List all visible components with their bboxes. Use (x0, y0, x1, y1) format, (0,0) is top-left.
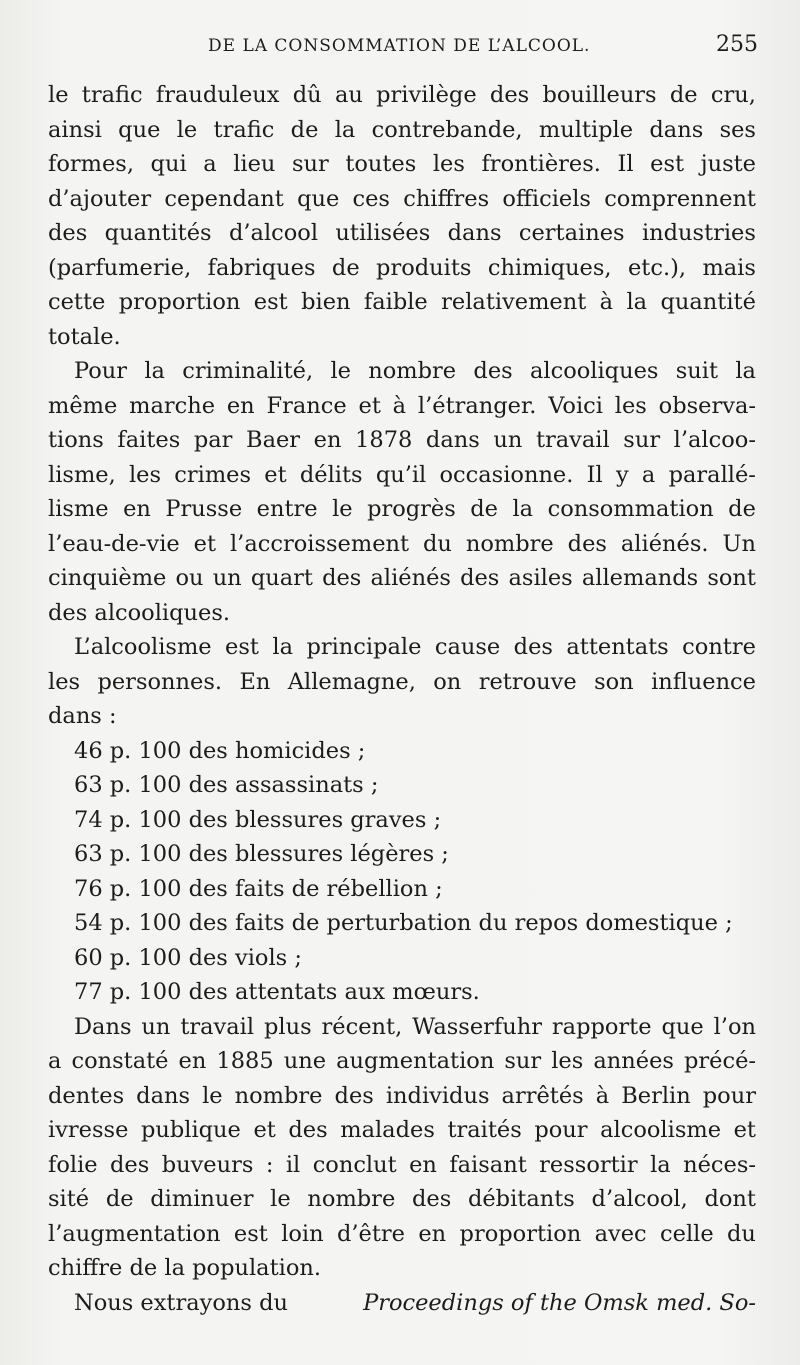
list-item: 46 p. 100 des homicides ; (74, 737, 366, 764)
list-item: 54 p. 100 des faits de perturbation du repos domestique ; (74, 910, 733, 936)
text-line: chiffre de la population. (48, 1255, 322, 1281)
text-line: tions faites par Baer en 1878 dans un travail sur l’alcoo- (48, 427, 756, 453)
text-line: (parfumerie, fabriques de produits chimiques, etc.), mais (48, 254, 756, 281)
text-line: ivresse publique et des malades traités pour alcoolisme et (48, 1117, 756, 1143)
page-header (48, 30, 758, 66)
list-item: 60 p. 100 des viols ; (74, 944, 302, 971)
text-line: ainsi que le trafic de la contrebande, multiple dans ses (48, 116, 756, 143)
text-line (48, 1286, 756, 1321)
list-item: 76 p. 100 des faits de rébellion ; (74, 875, 443, 902)
page-number: 255 (716, 32, 758, 57)
running-title: DE LA CONSOMMATION DE L’ALCOOL. (208, 36, 591, 56)
text-line: Pour la criminalité, le nombre des alcooliques suit la (74, 358, 756, 384)
text-line: dentes dans le nombre des individus arrêtés à Berlin pour (48, 1082, 756, 1109)
journal-title: Proceedings of the Omsk med. So- (363, 1289, 756, 1316)
statistics-list (48, 734, 756, 1010)
text-line: dans : (48, 703, 117, 729)
list-item: 63 p. 100 des blessures légères ; (74, 841, 449, 867)
paragraph-2 (48, 354, 756, 630)
list-item: 63 p. 100 des assassinats ; (74, 772, 379, 798)
text-line: Dans un travail plus récent, Wasserfuhr rapporte que l’on (74, 1013, 756, 1040)
text-line: lisme en Prusse entre le progrès de la consommation de (48, 496, 756, 522)
text-line: L’alcoolisme est la principale cause des attentats contre (74, 634, 756, 660)
text-line: des quantités d’alcool utilisées dans certaines industries (48, 220, 756, 246)
text-line: cinquième ou un quart des aliénés des asiles allemands sont (48, 565, 756, 591)
paragraph-5 (48, 1286, 756, 1321)
paragraph-5-text: Nous extrayons du (74, 1289, 288, 1316)
text-line: même marche en France et à l’étranger. Voici les observa- (48, 392, 756, 419)
text-line: l’eau-de-vie et l’accroissement du nombre des aliénés. Un (48, 530, 756, 557)
text-line: le trafic frauduleux dû au privilège des bouilleurs de cru, (48, 82, 756, 108)
text-line: formes, qui a lieu sur toutes les frontières. Il est juste (48, 151, 756, 177)
list-item: 74 p. 100 des blessures graves ; (74, 806, 442, 833)
text-line: des alcooliques. (48, 599, 231, 626)
paragraph-4 (48, 1010, 756, 1286)
text-line: cette proportion est bien faible relativement à la quantité (48, 289, 756, 315)
paragraph-1 (48, 78, 756, 354)
text-line: a constaté en 1885 une augmentation sur les années précé- (48, 1048, 756, 1074)
text-line: les personnes. En Allemagne, on retrouve son influence (48, 668, 756, 695)
paragraph-3 (48, 630, 756, 734)
text-line: sité de diminuer le nombre des débitants d’alcool, dont (48, 1186, 756, 1212)
list-item: 77 p. 100 des attentats aux mœurs. (74, 979, 480, 1005)
text-line: d’ajouter cependant que ces chiffres officiels comprennent (48, 185, 756, 212)
text-line: totale. (48, 323, 121, 350)
text-line: lisme, les crimes et délits qu’il occasionne. Il y a parallé- (48, 461, 756, 488)
text-line: folie des buveurs : il conclut en faisant ressortir la néces- (48, 1151, 756, 1178)
text-line: l’augmentation est loin d’être en proportion avec celle du (48, 1220, 756, 1247)
body-text (48, 78, 756, 1320)
